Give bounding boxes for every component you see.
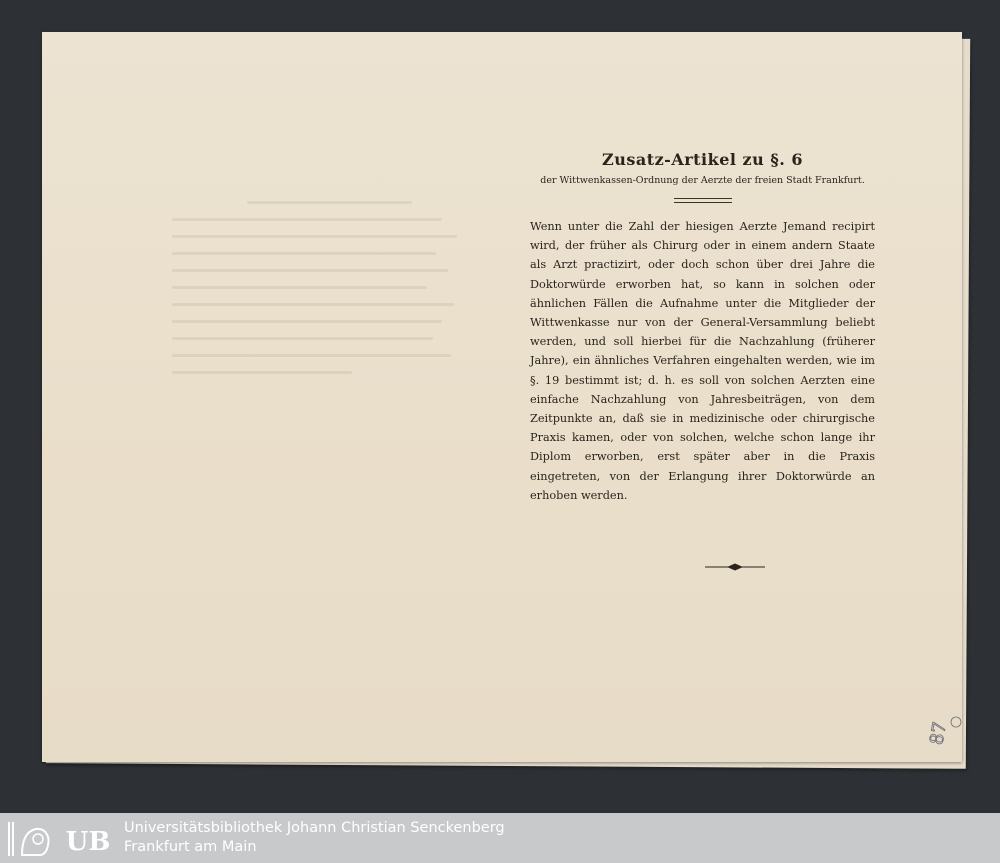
svg-text:UB: UB xyxy=(65,827,111,857)
handwritten-shelfmark xyxy=(920,712,964,752)
ub-frankfurt-logo xyxy=(6,819,118,859)
document-text-block xyxy=(530,150,875,505)
document-title: Zusatz-Artikel zu §. 6 xyxy=(602,150,803,169)
svg-text:87: 87 xyxy=(926,720,951,747)
document-subtitle: der Wittwenkassen-Ordnung der Aerzte der freien Stadt Frankfurt. xyxy=(540,175,865,186)
document-body: Wenn unter die Zahl der hiesigen Aerzte Jemand recipirt wird, der früher als Chirurg oder in einem andern Staate als Arzt practizirt, oder doch schon über drei Jahre die Doktorwürde erworben hat, so kann in solchen oder ähnlichen Fällen die Aufnahme unter die Mitglieder der Wittwenkasse nur von der General-Versammlung beliebt werden, und soll hierbei für die Nachzahlung (früherer Jahre), ein ähnliches Verfahren eingehalten werden, wie im §. 19 bestimmt ist; d. h. es soll von solchen Aerzten eine einfache Nachzahlung von Jahresbeiträgen, von dem Zeitpunkte an, daß sie in medizinische oder chirurgische Praxis kamen, oder von solchen, welche schon lange ihr Diplom erworben, erst später aber in die Praxis eingetreten, von der Erlangung ihrer Doktorwürde an erhoben werden. xyxy=(530,220,875,502)
library-location: Frankfurt am Main xyxy=(124,839,257,855)
ornament-divider-icon xyxy=(705,560,765,574)
library-name: Universitätsbibliothek Johann Christian Senckenberg xyxy=(124,820,505,836)
library-footer xyxy=(0,813,1000,863)
title-divider xyxy=(674,198,732,203)
bleed-through-text xyxy=(172,187,472,587)
